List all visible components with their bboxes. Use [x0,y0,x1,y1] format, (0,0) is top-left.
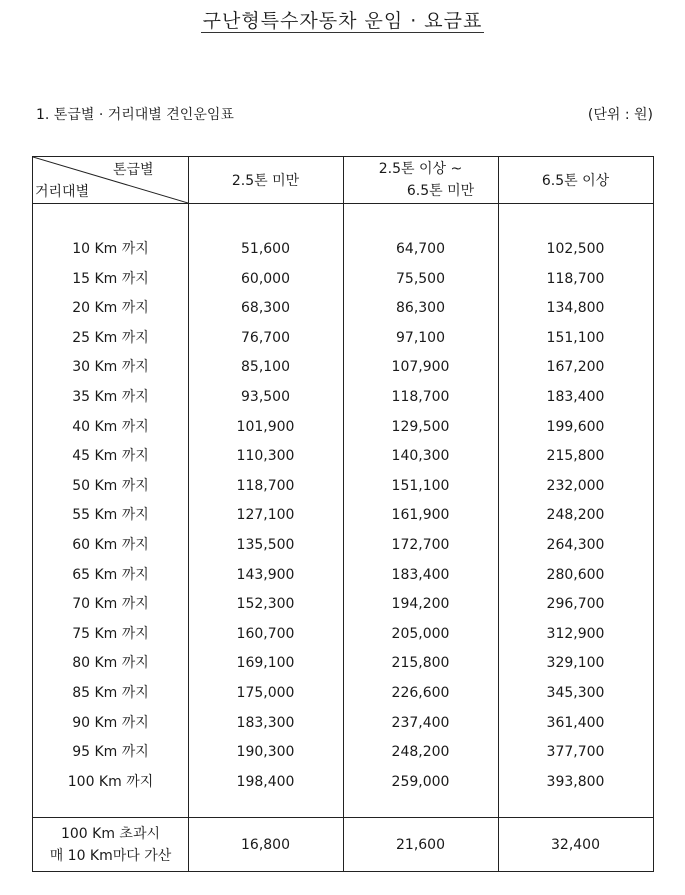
fare-cell-col2: 118,700 [391,388,450,405]
table-body [33,235,653,797]
fare-table [32,156,654,872]
distance-cell: 60 Km 까지 [72,536,149,553]
fare-cell-col2: 183,400 [391,566,450,583]
fare-cell-col1: 101,900 [236,418,295,435]
distance-cell: 35 Km 까지 [72,388,149,405]
table-row [33,709,653,739]
fare-cell-col2: 97,100 [396,329,445,346]
table-row [33,353,653,383]
header-col-2-line2: 6.5톤 미만 [406,183,475,199]
fare-cell-col1: 175,000 [236,684,295,701]
table-row [33,383,653,413]
table-row [33,472,653,502]
fare-cell-col2: 226,600 [391,684,450,701]
document-title-text: 구난형특수자동차 운임 · 요금표 [202,10,483,32]
table-row [33,413,653,443]
fare-cell-col1: 68,300 [241,300,290,317]
table-row [33,679,653,709]
fare-cell-col1: 118,700 [236,477,295,494]
distance-cell: 75 Km 까지 [72,625,149,642]
corner-header-weight: 톤급별 [113,162,154,178]
distance-cell: 65 Km 까지 [72,566,149,583]
fare-cell-col3: 377,700 [546,744,605,761]
fare-cell-col3: 134,800 [546,300,605,317]
fare-cell-col1: 169,100 [236,655,295,672]
fare-cell-col2: 172,700 [391,536,450,553]
fare-cell-col2: 215,800 [391,655,450,672]
distance-cell: 80 Km 까지 [72,655,149,672]
section-title: 1. 톤급별 · 거리대별 견인운임표 [36,107,234,123]
fare-cell-col3: 118,700 [546,270,605,287]
distance-cell: 45 Km 까지 [72,448,149,465]
fare-cell-col1: 143,900 [236,566,295,583]
fare-cell-col1: 198,400 [236,773,295,790]
fare-cell-col2: 140,300 [391,448,450,465]
header-divider [33,203,653,204]
fare-cell-col1: 135,500 [236,536,295,553]
fare-cell-col2: 64,700 [396,241,445,257]
distance-cell: 30 Km 까지 [72,359,149,376]
table-row [33,235,653,265]
distance-cell: 85 Km 까지 [72,684,149,701]
table-row [33,265,653,295]
fare-cell-col3: 167,200 [546,359,605,376]
fare-cell-col3: 345,300 [546,684,605,701]
fare-cell-col3: 361,400 [546,714,605,731]
header-col-2 [343,157,498,203]
table-row [33,294,653,324]
fare-cell-col1: 160,700 [236,625,295,642]
fare-cell-col1: 183,300 [236,714,295,731]
fare-cell-col2: 107,900 [391,359,450,376]
table-row [33,442,653,472]
unit-note: (단위 : 원) [587,107,653,123]
header-col-3: 6.5톤 이상 [541,173,610,189]
table-row [33,649,653,679]
extra-row [33,819,653,871]
distance-cell: 90 Km 까지 [72,714,149,731]
fare-cell-col2: 237,400 [391,714,450,731]
fare-cell-col2: 161,900 [391,507,450,524]
extra-cell-col1: 16,800 [241,837,290,853]
fare-cell-col2: 259,000 [391,773,450,790]
table-row [33,501,653,531]
table-row [33,738,653,768]
fare-cell-col1: 152,300 [236,596,295,613]
extra-cell-col3: 32,400 [551,837,600,853]
fare-cell-col2: 86,300 [396,300,445,317]
fare-cell-col3: 183,400 [546,388,605,405]
fare-cell-col1: 85,100 [241,359,290,376]
fare-cell-col2: 151,100 [391,477,450,494]
fare-cell-col3: 215,800 [546,448,605,465]
extra-row-label [33,823,188,867]
distance-cell: 55 Km 까지 [72,507,149,524]
fare-cell-col3: 312,900 [546,625,605,642]
fare-cell-col1: 60,000 [241,270,290,287]
header-col-1: 2.5톤 미만 [231,173,300,189]
distance-cell: 10 Km 까지 [72,241,149,257]
distance-cell: 70 Km 까지 [72,596,149,613]
fare-cell-col3: 199,600 [546,418,605,435]
fare-cell-col3: 393,800 [546,773,605,790]
fare-cell-col3: 329,100 [546,655,605,672]
header-col-2-line1: 2.5톤 이상 ~ [378,161,463,177]
extra-label-line1: 100 Km 초과시 [60,826,160,842]
fare-cell-col2: 75,500 [396,270,445,287]
table-row [33,324,653,354]
table-row [33,620,653,650]
fare-cell-col1: 110,300 [236,448,295,465]
fare-cell-col2: 129,500 [391,418,450,435]
distance-cell: 100 Km 까지 [67,773,154,790]
fare-cell-col3: 296,700 [546,596,605,613]
fare-cell-col2: 248,200 [391,744,450,761]
table-row [33,561,653,591]
distance-cell: 40 Km 까지 [72,418,149,435]
fare-cell-col3: 248,200 [546,507,605,524]
extra-label-line2: 매 10 Km마다 가산 [49,848,172,864]
fare-cell-col3: 151,100 [546,329,605,346]
distance-cell: 15 Km 까지 [72,270,149,287]
fare-cell-col1: 127,100 [236,507,295,524]
table-row [33,768,653,798]
distance-cell: 95 Km 까지 [72,744,149,761]
fare-cell-col1: 51,600 [241,241,290,257]
fare-cell-col3: 232,000 [546,477,605,494]
table-row [33,531,653,561]
extra-cell-col2: 21,600 [396,837,445,853]
distance-cell: 50 Km 까지 [72,477,149,494]
fare-cell-col3: 264,300 [546,536,605,553]
fare-cell-col1: 76,700 [241,329,290,346]
document-title [0,6,685,33]
fare-cell-col2: 194,200 [391,596,450,613]
fare-cell-col2: 205,000 [391,625,450,642]
corner-header-distance: 거리대별 [35,184,90,200]
distance-cell: 20 Km 까지 [72,300,149,317]
footer-divider [33,817,653,818]
fare-cell-col3: 102,500 [546,241,605,257]
fare-cell-col1: 190,300 [236,744,295,761]
table-row [33,590,653,620]
distance-cell: 25 Km 까지 [72,329,149,346]
fare-cell-col3: 280,600 [546,566,605,583]
fare-cell-col1: 93,500 [241,388,290,405]
